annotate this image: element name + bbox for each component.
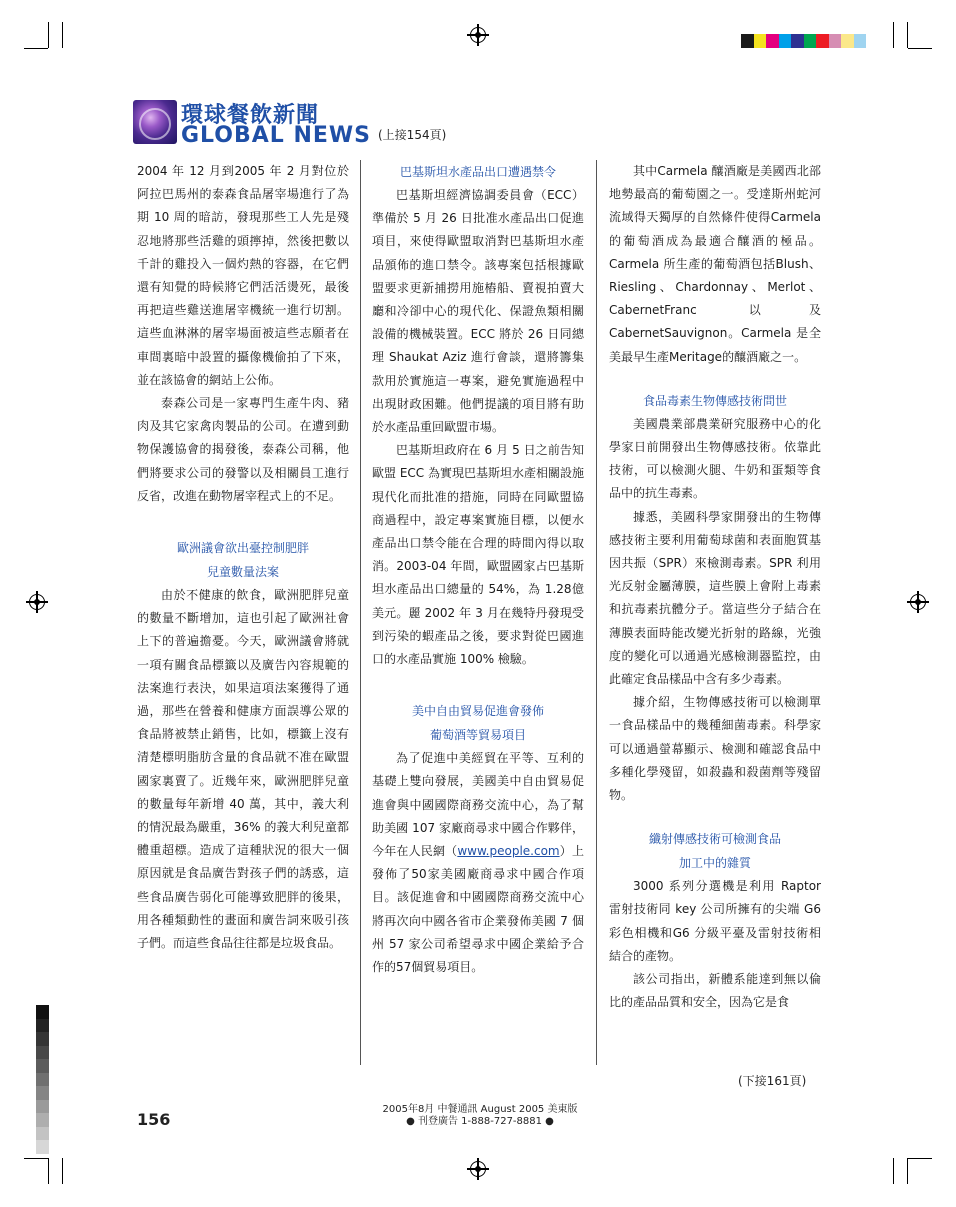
registration-mark-top <box>467 24 489 46</box>
crop-mark <box>908 48 932 49</box>
article-heading: 葡萄酒等貿易項目 <box>429 728 526 743</box>
registration-mark-right <box>907 591 929 613</box>
gray-swatch <box>36 1086 49 1100</box>
globe-logo-icon <box>133 100 177 144</box>
crop-mark <box>907 1158 908 1184</box>
article-paragraph <box>372 747 584 979</box>
article-heading: 纖射傳感技術可檢測食品 <box>648 832 781 847</box>
article-paragraph: 由於不健康的飲食，歐洲肥胖兒童的數量不斷增加，這也引起了歐洲社會上下的普遍擔憂。今天，歐洲議會將就一項有關食品標籤以及廣告內容規範的法案進行表決，如果這項法案獲得了通過，那些在營養和健康方面誤導公眾的食品將被禁止銷售，比如，標籤上沒有清楚標明脂肪含量的食品就不准在歐盟國家裏賣了。近幾年來，歐洲肥胖兒童的數量每年新增 40 萬，其中，義大利的情況最為嚴重，36% 的義大利兒童都體重超標。造成了這種狀況的很大一個原因就是食品廣告對孩子們的誘惑，這些食品廣告弱化可能導致肥胖的後果，用各種類動性的畫面和廣告詞來吸引孩子們。而這些食品往往都是垃圾食品。 <box>137 588 349 951</box>
article-heading: 巴基斯坦水產品出口遭遇禁令 <box>399 165 556 179</box>
article-paragraph: 巴基斯坦政府在 6 月 5 日之前告知歐盟 ECC 為實現巴基斯坦水產相關設施現代化而批准的措施，同時在同歐盟協商過程中，設定專案實施目標，以便水產品出口禁令能在合理的時間內得以取消。2003-04 年間，歐盟國家占巴基斯坦水產品出口總量的 54%，為 1.28億美元。麗 2002 年 3 月在幾特丹發現受到污染的蝦產品之後，要求對從巴國進口的水產品實施 100% 檢驗。 <box>372 443 584 667</box>
article-heading: 食品毒素生物傳感技術問世 <box>642 393 787 408</box>
color-swatch <box>854 34 867 48</box>
advertising-line: ● 刊登廣告 1-888-727-8881 ● <box>406 1116 554 1127</box>
footer-publication-info <box>360 1104 600 1128</box>
article-paragraph: 泰森公司是一家專門生產牛肉、豬肉及其它家禽肉製品的公司。在遭到動物保護協會的揭發後，泰森公司稱，他們將要求公司的發警以及相關員工進行反省，改進在動物屠宰程式上的不足。 <box>137 396 349 503</box>
gray-swatch <box>36 1073 49 1087</box>
registration-mark-left <box>26 591 48 613</box>
article-paragraph: 3000 系列分選機是利用 Raptor 雷射技術同 key 公司所擁有的尖端 G6 彩色相機和G6 分級平臺及雷射技術相結合的產物。 <box>609 879 821 963</box>
article-paragraph: 巴基斯坦經濟協調委員會（ECC）準備於 5 月 26 日批准水產品出口促進項目，來使得歐盟取消對巴基斯坦水產品頒佈的進口禁令。該專案包括根據歐盟要求更新捕撈用施樁船、賣視拍賣大廳和冷卻中心的現代化、保證魚類相關設備的機械裝置。ECC 將於 26 日同總理 Shaukat Aziz 進行會談，還將籌集款用於實施這一專案，避免實施過程中出現財政困難。他們提議的項目將有助於水產品重回歐盟市場。 <box>372 188 584 435</box>
gray-swatch <box>36 1046 49 1060</box>
article-paragraph: 據悉，美國科學家開發出的生物傳感技術主要利用葡萄球菌和表面胞質基因共振（SPR）來檢測毒素。SPR 利用光反射金屬薄膜，這些膜上會附上毒素和抗毒素抗體分子。當這些分子結合在薄膜表面時能改變光折射的路線，光強度的變化可以通過光感檢測器監控，由此確定食品樣品中含有多少毒素。 <box>609 509 821 687</box>
article-paragraph: 2004 年 12 月到2005 年 2 月對位於阿拉巴馬州的泰森食品屠宰場進行了為期 10 周的暗訪，發現那些工人先是殘忍地將那些活雞的頭擰掉，然後把數以千計的雞投入一個灼熱的容器，在它們還有知覺的時候將它們活活燙死，最後再把這些雞送進屠宰機統一進行切割。這些血淋淋的屠宰場面被這些志願者在車間裏暗中設置的攝像機偷拍了下來，並在該協會的網站上公佈。 <box>137 164 349 387</box>
crop-mark <box>907 22 908 48</box>
article-paragraph: 據介紹，生物傳感技術可以檢測單一食品樣品中的幾種細菌毒素。科學家可以通過螢幕顯示、檢測和確認食品中多種化學殘留，如殺蟲和殺菌劑等殘留物。 <box>609 695 821 803</box>
crop-mark <box>48 22 49 48</box>
crop-mark <box>893 22 894 48</box>
column-1 <box>137 160 349 955</box>
color-swatch <box>741 34 754 48</box>
article-paragraph: 該公司指出，新體系能達到無以倫比的產品品質和安全，因為它是食 <box>609 972 821 1010</box>
continued-from-note: (上接154頁) <box>378 128 447 142</box>
section-title-en: GLOBAL NEWS <box>181 123 372 148</box>
crop-mark <box>24 1158 48 1159</box>
registration-mark-bottom <box>467 1158 489 1180</box>
color-swatch <box>779 34 792 48</box>
page-number: 156 <box>137 1110 171 1129</box>
column-2 <box>372 160 584 979</box>
issue-line: 2005年8月 中餐通訊 August 2005 美東版 <box>382 1104 578 1115</box>
color-swatch <box>791 34 804 48</box>
section-title-cn: 環球餐飲新聞 <box>181 103 320 128</box>
crop-mark <box>62 22 63 48</box>
article-heading: 美中自由貿易促進會發佈 <box>411 704 544 719</box>
column-3 <box>609 160 821 1015</box>
article-paragraph: 美國農業部農業研究服務中心的化學家日前開發出生物傳感技術。依靠此技術，可以檢測火腿、牛奶和蛋類等食品中的抗生毒素。 <box>609 416 821 501</box>
paragraph-text: ）上發佈了50家美國廠商尋求中國合作項目。該促進會和中國國際商務交流中心將再次向中國各省市企業發佈美國 7 個州 57 家公司希望尋求中國企業給予合作的57個貿易項目。 <box>372 844 584 975</box>
article-heading: 兒童數量法案 <box>206 565 279 580</box>
column-divider <box>596 160 597 1065</box>
grayscale-calibration-bar <box>36 1005 49 1154</box>
article-heading: 歐洲議會欲出臺控制肥胖 <box>176 541 309 556</box>
column-divider <box>360 160 361 1065</box>
gray-swatch <box>36 1100 49 1114</box>
color-swatch <box>766 34 779 48</box>
paragraph-text: 為了促進中美經貿在平等、互利的基礎上雙向發展，美國美中自由貿易促進會與中國國際商務交流中心，為了幫助美國 107 家廠商尋求中國合作夥伴，今年在人民網（ <box>372 751 584 859</box>
gray-swatch <box>36 1113 49 1127</box>
color-swatch <box>829 34 842 48</box>
color-swatch <box>754 34 767 48</box>
gray-swatch <box>36 1032 49 1046</box>
color-swatch <box>804 34 817 48</box>
crop-mark <box>24 48 48 49</box>
gray-swatch <box>36 1140 49 1154</box>
article-heading: 加工中的雜質 <box>678 856 751 871</box>
color-swatch <box>841 34 854 48</box>
gray-swatch <box>36 1019 49 1033</box>
gray-swatch <box>36 1005 49 1019</box>
people-com-link[interactable]: www.people.com <box>457 844 560 859</box>
continued-to-note: (下接161頁) <box>738 1074 807 1088</box>
gray-swatch <box>36 1059 49 1073</box>
color-swatch <box>816 34 829 48</box>
color-calibration-bar <box>741 34 866 48</box>
crop-mark <box>908 1158 932 1159</box>
article-paragraph: 其中Carmela 釀酒廠是美國西北部地勢最高的葡萄園之一。受達斯州蛇河流域得天獨厚的自然條件使得Carmela 的葡萄酒成為最適合釀酒的極品。Carmela 所生產的葡萄酒包括Blush、Riesling、Chardonnay、Merlot、CabernetFranc 以及CabernetSauvignon。Carmela 是全美最早生產Meritage的釀酒廠之一。 <box>609 164 821 364</box>
gray-swatch <box>36 1127 49 1141</box>
crop-mark <box>893 1158 894 1184</box>
crop-mark <box>48 1158 49 1184</box>
crop-mark <box>62 1158 63 1184</box>
